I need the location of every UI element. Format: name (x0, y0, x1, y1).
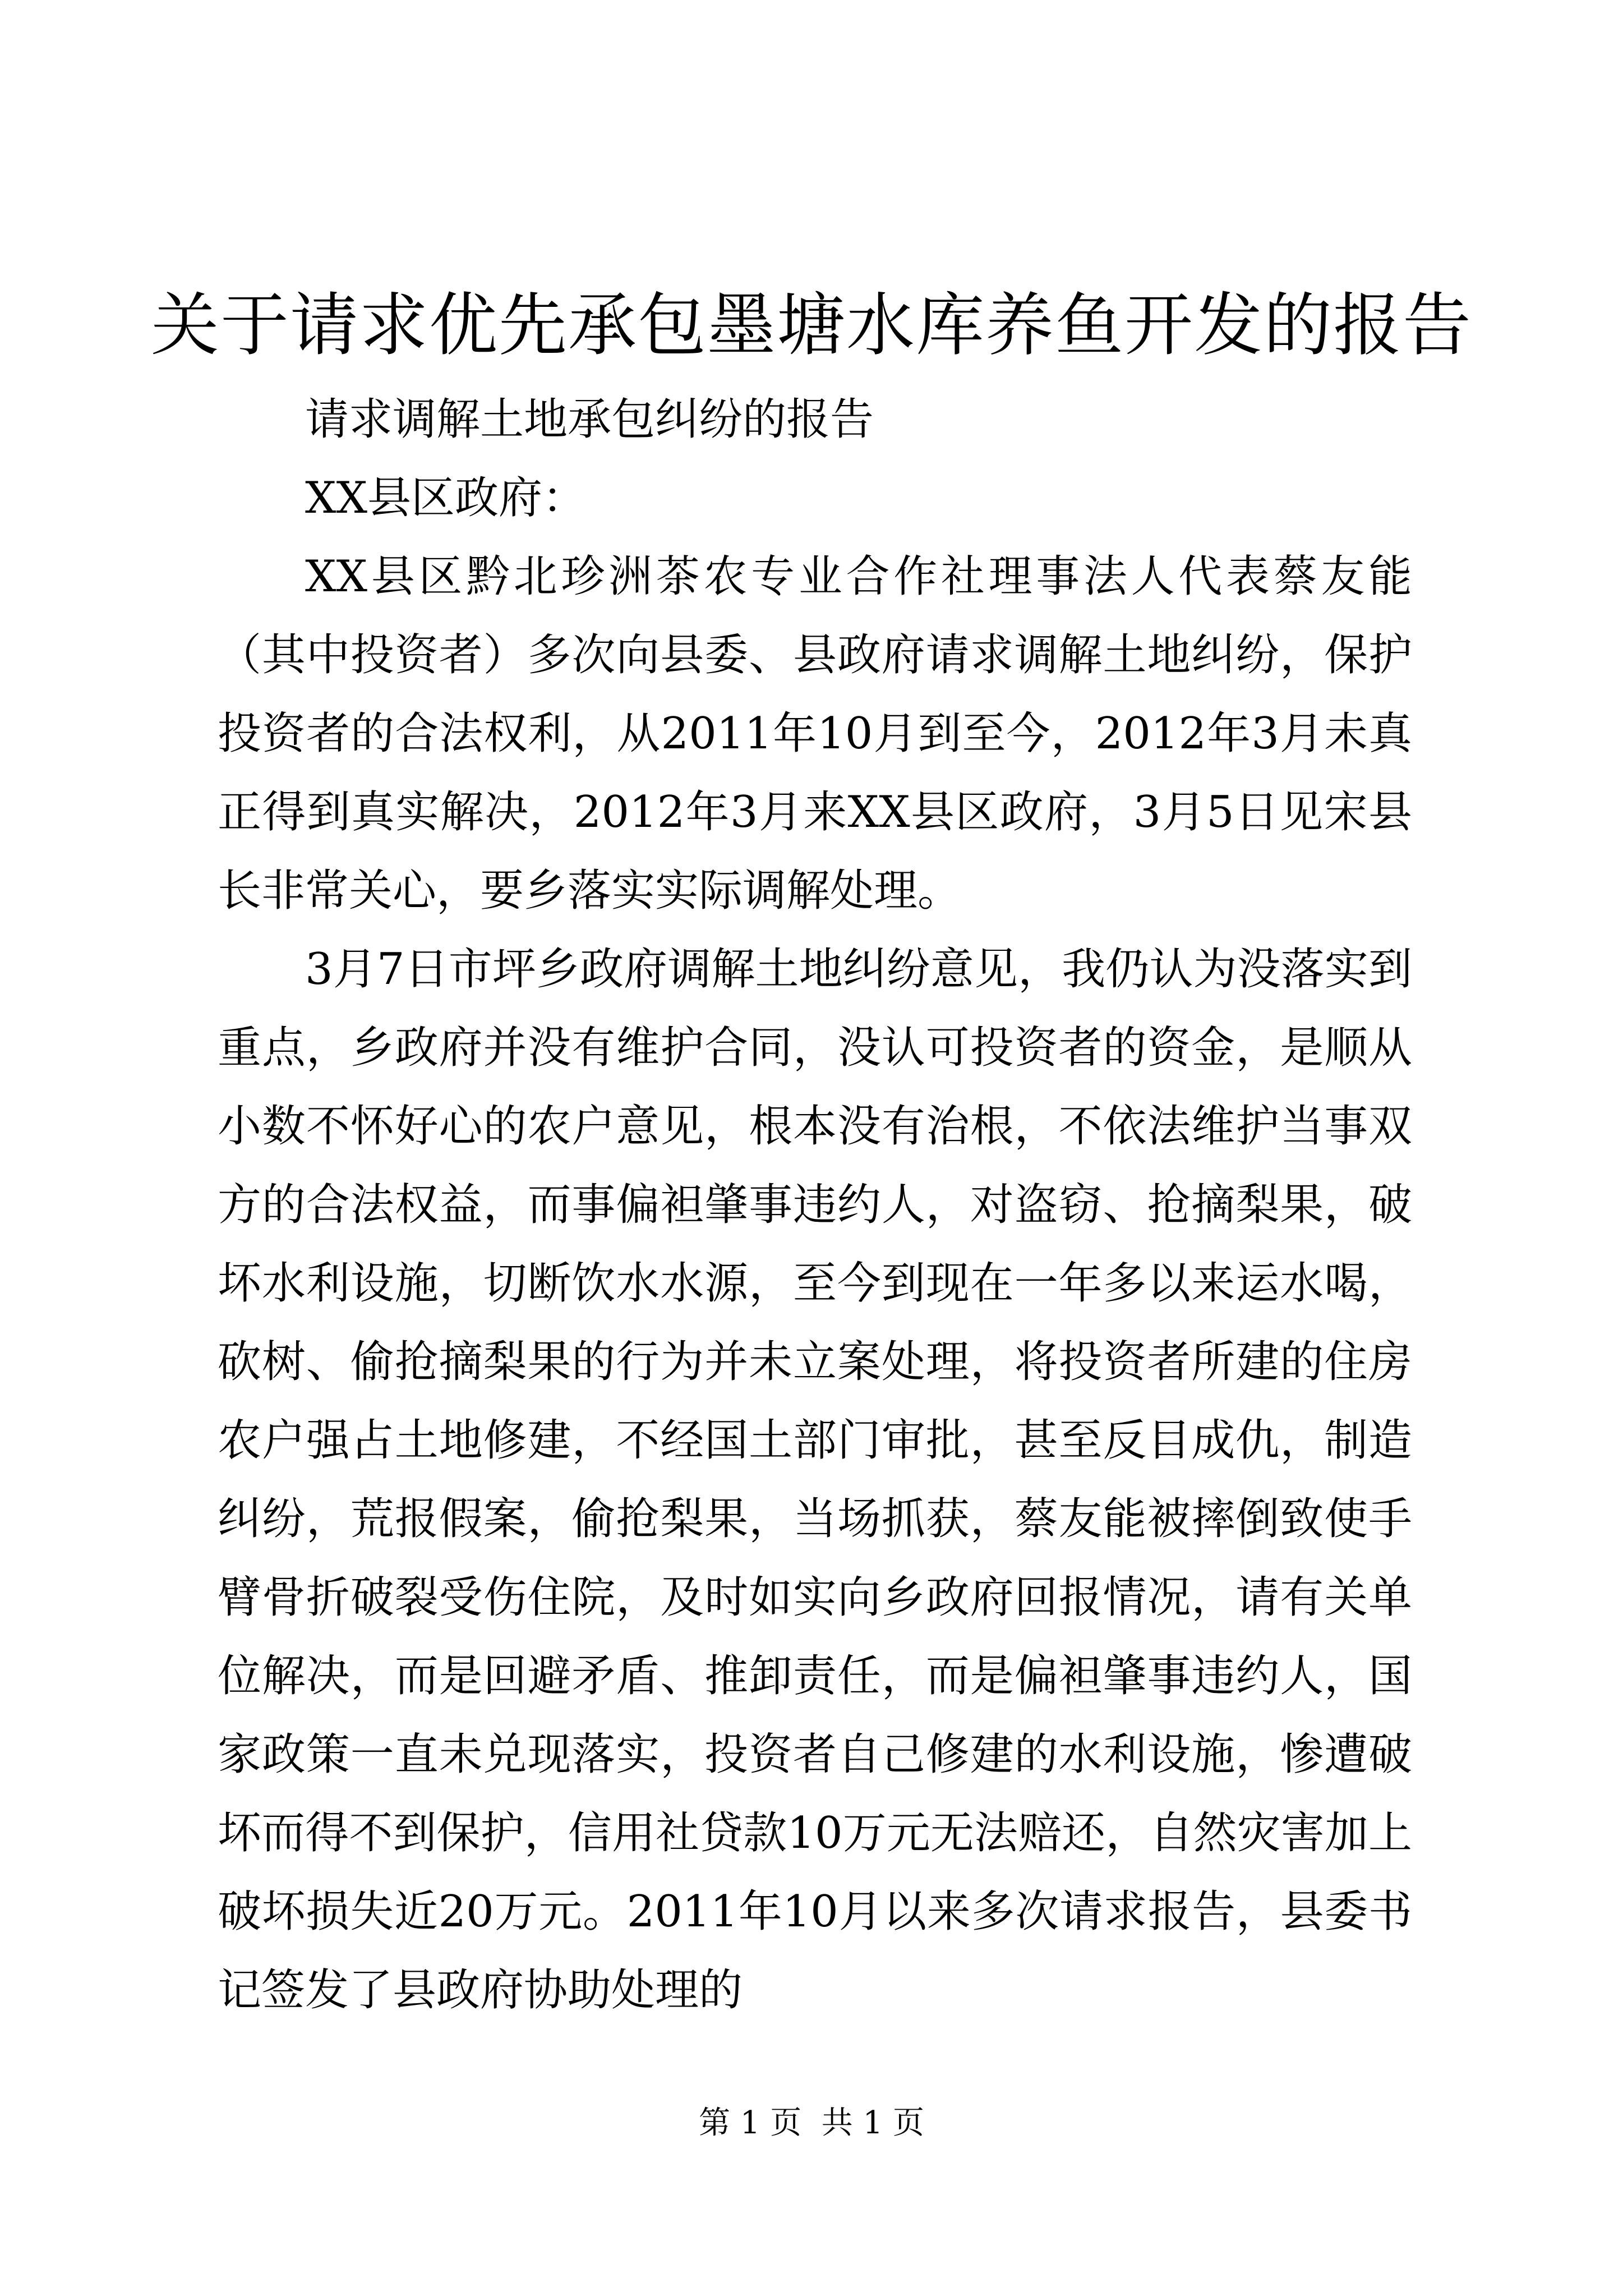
paragraph-salutation: XX县区政府： (305, 473, 587, 523)
paragraph-body-1: XX县区黔北珍洲茶农专业合作社理事法人代表蔡友能（其中投资者）多次向县委、县政府请求调解土地纠纷，保护投资者的合法权利，从2011年10月到至今，2012年3月未真正得到真实解决，2012年3月来XX县区政府，3月5日见宋县长非常关心，要乡落实实际调解处理。 (218, 551, 1412, 916)
page-number-footer: 第 1 页 共 1 页 (698, 2105, 925, 2141)
paragraph-subtitle: 请求调解土地承包纠纷的报告 (305, 394, 874, 445)
document-title: 关于请求优先承包墨塘水库养鱼开发的报告 (151, 286, 1472, 365)
document-body (218, 380, 1412, 2030)
paragraph-body-2: 3月7日市坪乡政府调解土地纠纷意见，我仍认为没落实到重点，乡政府并没有维护合同，没认可投资者的资金，是顺从小数不怀好心的农户意见，根本没有治根，不依法维护当事双方的合法权益，而事偏袒肇事违约人，对盗窃、抢摘梨果，破坏水利设施，切断饮水水源，至今到现在一年多以来运水喝，砍树、偷抢摘梨果的行为并未立案处理，将投资者所建的住房农户强占土地修建，不经国土部门审批，甚至反目成仇，制造纠纷，荒报假案，偷抢梨果，当场抓获，蔡友能被摔倒致使手臂骨折破裂受伤住院，及时如实向乡政府回报情况，请有关单位解决，而是回避矛盾、推卸责任，而是偏袒肇事违约人，国家政策一直未兑现落实，投资者自己修建的水利设施，惨遭破坏而得不到保护，信用社贷款10万元无法赔还，自然灾害加上破坏损失近20万元。2011年10月以来多次请求报告，县委书记签发了县政府协助处理的 (218, 944, 1412, 2016)
